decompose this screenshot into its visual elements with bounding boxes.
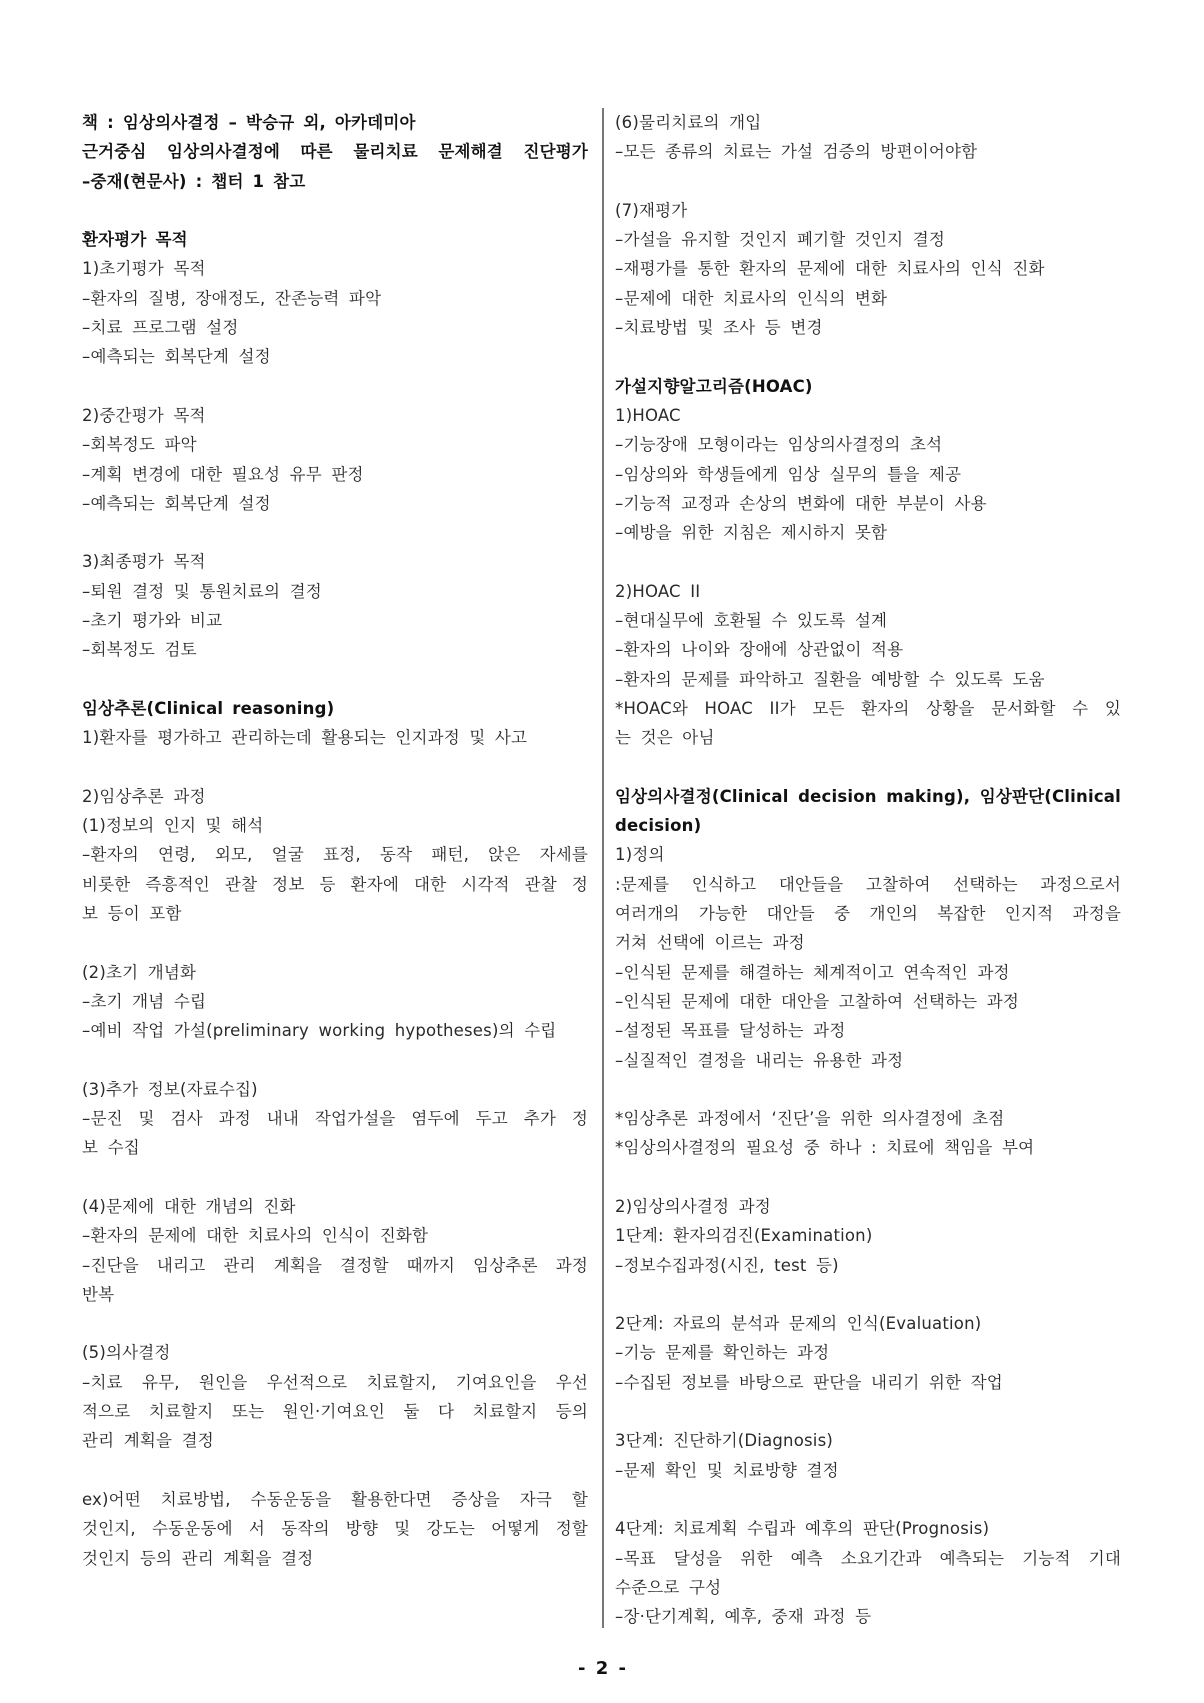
text-line: 는 것은 아님 <box>615 728 715 748</box>
blank-line <box>82 1309 588 1338</box>
text-line: –인식된 문제를 해결하는 체계적이고 연속적인 과정 <box>615 962 1010 982</box>
heading-line: 임상의사결정(Clinical decision making), 임상판단(Clinical <box>615 786 1121 806</box>
text-line: *HOAC와 HOAC II가 모든 환자의 상황을 문서화할 수 있 <box>615 698 1121 718</box>
text-line: –모든 종류의 치료는 가설 검증의 방편이어야함 <box>615 142 978 162</box>
column-divider <box>602 108 604 1628</box>
text-line: –문제에 대한 치료사의 인식의 변화 <box>615 288 888 308</box>
text-line: (4)문제에 대한 개념의 진화 <box>82 1196 296 1216</box>
text-line: –치료방법 및 조사 등 변경 <box>615 318 823 338</box>
text-line: (7)재평가 <box>615 200 688 220</box>
text-line: –현대실무에 호환될 수 있도록 설계 <box>615 611 888 631</box>
heading-line: 근거중심 임상의사결정에 따른 물리치료 문제해결 진단평가 <box>82 142 588 162</box>
text-line: (5)의사결정 <box>82 1343 171 1363</box>
text-line: 거쳐 선택에 이르는 과정 <box>615 933 805 953</box>
text-line: 적으로 치료할지 또는 원인·기여요인 둘 다 치료할지 등의 <box>82 1402 588 1422</box>
blank-line <box>82 753 588 782</box>
text-line: –예방을 위한 지침은 제시하지 못함 <box>615 523 888 543</box>
text-line: –인식된 문제에 대한 대안을 고찰하여 선택하는 과정 <box>615 991 1020 1011</box>
blank-line <box>82 372 588 401</box>
heading-line: 임상추론(Clinical reasoning) <box>82 698 335 718</box>
blank-line <box>615 1485 1121 1514</box>
text-line: *임상의사결정의 필요성 중 하나 : 치료에 책임을 부여 <box>615 1138 1035 1158</box>
blank-line <box>615 1397 1121 1426</box>
text-line: 것인지, 수동운동에 서 동작의 방향 및 강도는 어떻게 정할 <box>82 1519 588 1539</box>
text-line: –진단을 내리고 관리 계획을 결정할 때까지 임상추론 과정 <box>82 1255 588 1275</box>
text-line: 반복 <box>82 1284 115 1304</box>
text-line: 여러개의 가능한 대안들 중 개인의 복잡한 인지적 과정을 <box>615 904 1121 924</box>
text-line: –수집된 정보를 바탕으로 판단을 내리기 위한 작업 <box>615 1372 1003 1392</box>
blank-line <box>615 753 1121 782</box>
text-line: 1)정의 <box>615 845 665 865</box>
text-line: –퇴원 결정 및 통원치료의 결정 <box>82 581 322 601</box>
text-line: –환자의 문제를 파악하고 질환을 예방할 수 있도록 도움 <box>615 669 1045 689</box>
blank-line <box>615 547 1121 576</box>
heading-line: 환자평가 목적 <box>82 230 188 250</box>
text-line: 3단계: 진단하기(Diagnosis) <box>615 1431 834 1451</box>
blank-line <box>82 665 588 694</box>
text-line: –기능장애 모형이라는 임상의사결정의 초석 <box>615 435 943 455</box>
text-line: 2)중간평가 목적 <box>82 405 206 425</box>
blank-line <box>615 1075 1121 1104</box>
blank-line <box>82 518 588 547</box>
blank-line <box>82 1456 588 1485</box>
text-line: 1)HOAC <box>615 405 681 425</box>
left-column <box>82 108 588 1573</box>
text-line: –목표 달성을 위한 예측 소요기간과 예측되는 기능적 기대 <box>615 1548 1121 1568</box>
text-line: ex)어떤 치료방법, 수동운동을 활용한다면 증상을 자극 할 <box>82 1489 588 1509</box>
text-line: –임상의와 학생들에게 임상 실무의 틀을 제공 <box>615 464 962 484</box>
blank-line <box>615 167 1121 196</box>
heading-line: decision) <box>615 816 702 836</box>
text-line: –설정된 목표를 달성하는 과정 <box>615 1021 846 1041</box>
text-line: (3)추가 정보(자료수집) <box>82 1079 258 1099</box>
text-line: 2단계: 자료의 분석과 문제의 인식(Evaluation) <box>615 1314 982 1334</box>
blank-line <box>615 1280 1121 1309</box>
text-line: –문제 확인 및 치료방향 결정 <box>615 1460 839 1480</box>
text-line: –문진 및 검사 과정 내내 작업가설을 염두에 두고 추가 정 <box>82 1109 588 1129</box>
text-line: 보 수집 <box>82 1138 140 1158</box>
blank-line <box>82 196 588 225</box>
text-line: 1)환자를 평가하고 관리하는데 활용되는 인지과정 및 사고 <box>82 728 528 748</box>
text-line: –회복정도 파악 <box>82 435 197 455</box>
text-line: 것인지 등의 관리 계획을 결정 <box>82 1548 314 1568</box>
text-line: –초기 개념 수립 <box>82 991 207 1011</box>
text-line: (6)물리치료의 개입 <box>615 113 762 132</box>
text-line: (2)초기 개념화 <box>82 962 197 982</box>
text-line: –환자의 질병, 장애정도, 잔존능력 파악 <box>82 288 382 308</box>
text-line: –예측되는 회복단계 설정 <box>82 493 271 513</box>
text-line: 관리 계획을 결정 <box>82 1431 214 1451</box>
text-line: 4단계: 치료계획 수립과 예후의 판단(Prognosis) <box>615 1519 990 1539</box>
text-line: –치료 유무, 원인을 우선적으로 치료할지, 기여요인을 우선 <box>82 1372 588 1392</box>
text-line: –예비 작업 가설(preliminary working hypotheses)의 수립 <box>82 1021 557 1041</box>
text-line: (1)정보의 인지 및 해석 <box>82 816 264 836</box>
text-line: 2)임상의사결정 과정 <box>615 1196 771 1216</box>
text-line: –치료 프로그램 설정 <box>82 318 239 338</box>
text-line: –회복정도 검토 <box>82 640 197 660</box>
text-line: 2)임상추론 과정 <box>82 786 206 806</box>
text-line: 비롯한 즉흥적인 관찰 정보 등 환자에 대한 시각적 관찰 정 <box>82 874 588 894</box>
text-line: –실질적인 결정을 내리는 유용한 과정 <box>615 1050 904 1070</box>
text-line: –정보수집과정(시진, test 등) <box>615 1255 839 1275</box>
text-line: –장·단기계획, 예후, 중재 과정 등 <box>615 1607 872 1627</box>
text-line: –재평가를 통한 환자의 문제에 대한 치료사의 인식 진화 <box>615 259 1045 279</box>
text-line: :문제를 인식하고 대안들을 고찰하여 선택하는 과정으로서 <box>615 874 1121 894</box>
text-line: 1)초기평가 목적 <box>82 259 206 279</box>
text-line: –예측되는 회복단계 설정 <box>82 347 271 367</box>
text-line: 2)HOAC II <box>615 581 701 601</box>
text-line: –기능적 교정과 손상의 변화에 대한 부분이 사용 <box>615 493 987 513</box>
blank-line <box>82 928 588 957</box>
blank-line <box>82 1046 588 1075</box>
blank-line <box>615 1163 1121 1192</box>
text-line: *임상추론 과정에서 ‘진단’을 위한 의사결정에 초점 <box>615 1109 1005 1129</box>
heading-line: 책 : 임상의사결정 – 박승규 외, 아카데미아 <box>82 113 416 132</box>
blank-line <box>82 1163 588 1192</box>
text-line: –환자의 문제에 대한 치료사의 인식이 진화함 <box>82 1226 429 1246</box>
heading-line: –중재(현문사) : 챕터 1 참고 <box>82 171 306 191</box>
text-line: –기능 문제를 확인하는 과정 <box>615 1343 830 1363</box>
text-line: 3)최종평가 목적 <box>82 552 206 572</box>
page-number: - 2 - <box>578 1658 626 1679</box>
right-column <box>615 108 1121 1631</box>
text-line: 1단계: 환자의검진(Examination) <box>615 1226 873 1246</box>
text-line: –환자의 나이와 장애에 상관없이 적용 <box>615 640 904 660</box>
text-line: –환자의 연령, 외모, 얼굴 표정, 동작 패턴, 앉은 자세를 <box>82 845 588 865</box>
text-line: –가설을 유지할 것인지 폐기할 것인지 결정 <box>615 230 946 250</box>
text-line: 보 등이 포함 <box>82 904 182 924</box>
text-line: 수준으로 구성 <box>615 1577 722 1597</box>
text-line: –계획 변경에 대한 필요성 유무 판정 <box>82 464 364 484</box>
heading-line: 가설지향알고리즘(HOAC) <box>615 376 813 396</box>
text-line: –초기 평가와 비교 <box>82 611 223 631</box>
blank-line <box>615 342 1121 371</box>
